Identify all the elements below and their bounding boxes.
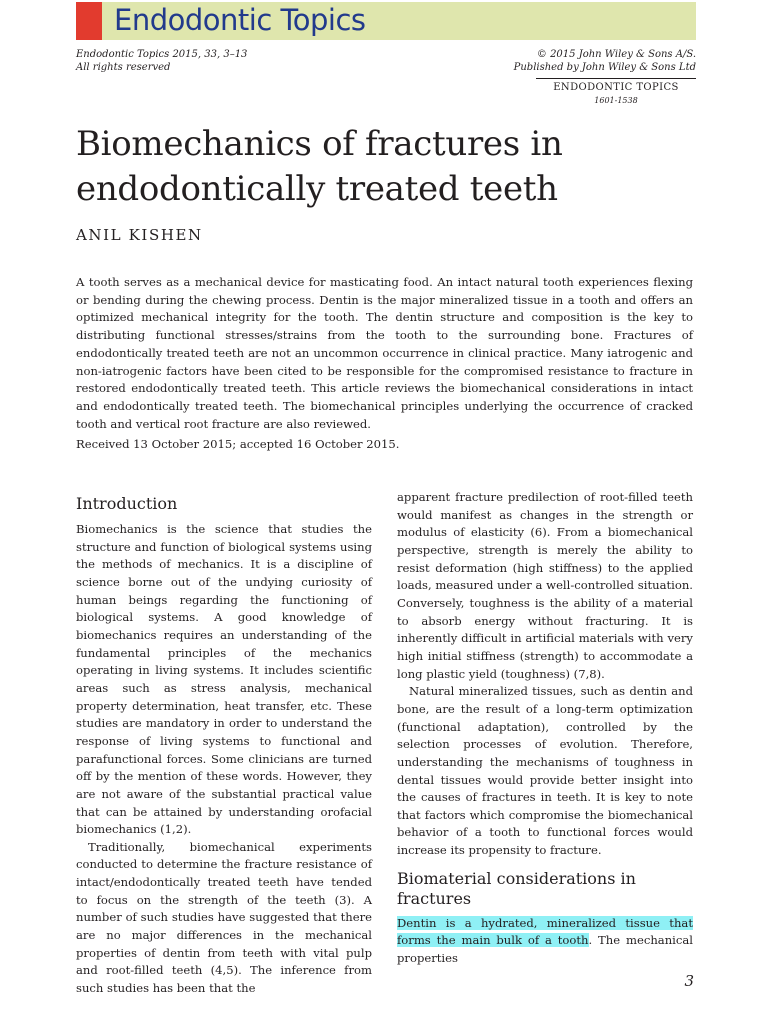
banner-accent-bar — [76, 2, 102, 40]
body-paragraph: Biomechanics is the science that studies the structure and function of biological systems using the methods of mechanics. It is a discipline of science borne out of the undying curiosity of human beings regarding the functioning of biological systems. A good knowledge of biomechanics requires an understanding of the fundamental principles of the mechanics operating in living systems. It includes scientific areas such as stress analysis, mechanical property determination, heat transfer, etc. These studies are mandatory in order to understand the response of living systems to functional and parafunctional forces. Some clinicians are turned off by the mention of these words. However, they are not aware of the substantial practical value that can be attained by understanding orofacial biomechanics (1,2). — [76, 522, 372, 837]
copyright-text: © 2015 John Wiley & Sons A/S. — [536, 49, 696, 60]
abstract: A tooth serves as a mechanical device for masticating food. An intact natural tooth experiences flexing or bending during the chewing process. Dentin is the major mineralized tissue in a tooth and offers an optimized mechanical integrity for the tooth. The dentin structure and composition is the key to distributing functional stresses/strains from the tooth to the surrounding bone. Fractures of endodontically treated teeth are not an uncommon occurrence in clinical practice. Many iatrogenic and non-iatrogenic factors have been cited to be responsible for the compromised resistance to fracture in restored endodontically treated teeth. This article reviews the biomechanical considerations in intact and endodontically treated teeth. The biomechanical principles underlying the occurrence of cracked tooth and vertical root fracture are also reviewed. — [76, 275, 693, 431]
citation-block — [76, 48, 247, 74]
journal-info — [536, 78, 696, 105]
left-column — [76, 493, 372, 998]
article-title: Biomechanics of fractures in endodontically treated teeth — [76, 124, 563, 209]
body-paragraph: apparent fracture predilection of root-filled teeth would manifest as changes in the strength or modulus of elasticity (6). From a biomechanical perspective, strength is merely the ability to resist deformation (high stiffness) to the applied loads, measured under a well-controlled situation. Conversely, toughness is the ability of a material to absorb energy without fracturing. It is inherently difficult in artificial materials with very high initial stiffness (strength) to accommodate a long plastic yield (toughness) (7,8). — [397, 490, 693, 681]
publisher-text: Published by John Wiley & Sons Ltd — [513, 62, 696, 73]
copyright-block — [514, 48, 696, 74]
body-paragraph — [397, 915, 693, 968]
body-paragraph: Natural mineralized tissues, such as dentin and bone, are the result of a long-term optimization (functional adaptation), controlled by the selection processes of evolution. Therefore, understanding the mechanisms of toughness in dental tissues would provide better insight into the causes of fractures in teeth. It is key to note that factors which compromise the biomechanical behavior of a tooth to functional forces would increase its propensity to fracture. — [397, 684, 693, 858]
rights-text: All rights reserved — [76, 62, 171, 73]
body-text: . The mechanical properties — [397, 933, 693, 966]
article-author: ANIL KISHEN — [76, 226, 203, 244]
highlighted-text[interactable]: Dentin is a hydrated, mineralized tissue that forms the main bulk of a tooth — [397, 915, 693, 948]
journal-name: ENDODONTIC TOPICS — [553, 82, 679, 93]
body-paragraph: Traditionally, biomechanical experiments conducted to determine the fracture resistance of intact/endodontically treated teeth have tended to focus on the strength of the teeth (3). A number of such studies have suggested that there are no major differences in the mechanical properties of dentin from teeth with vital pulp and root-filled teeth (4,5). The inference from such studies has been that the — [76, 839, 372, 996]
section-heading-biomaterial: Biomaterial considerations in fractures — [397, 868, 636, 908]
section-heading-introduction: Introduction — [76, 494, 178, 513]
right-column — [397, 489, 693, 968]
issn: 1601-1538 — [594, 96, 638, 105]
journal-banner — [76, 2, 696, 40]
journal-banner-title: Endodontic Topics — [114, 3, 366, 37]
received-date: Received 13 October 2015; accepted 16 October 2015. — [76, 437, 400, 451]
citation-text: Endodontic Topics 2015, 33, 3–13 — [76, 49, 248, 60]
page-number: 3 — [684, 972, 694, 990]
